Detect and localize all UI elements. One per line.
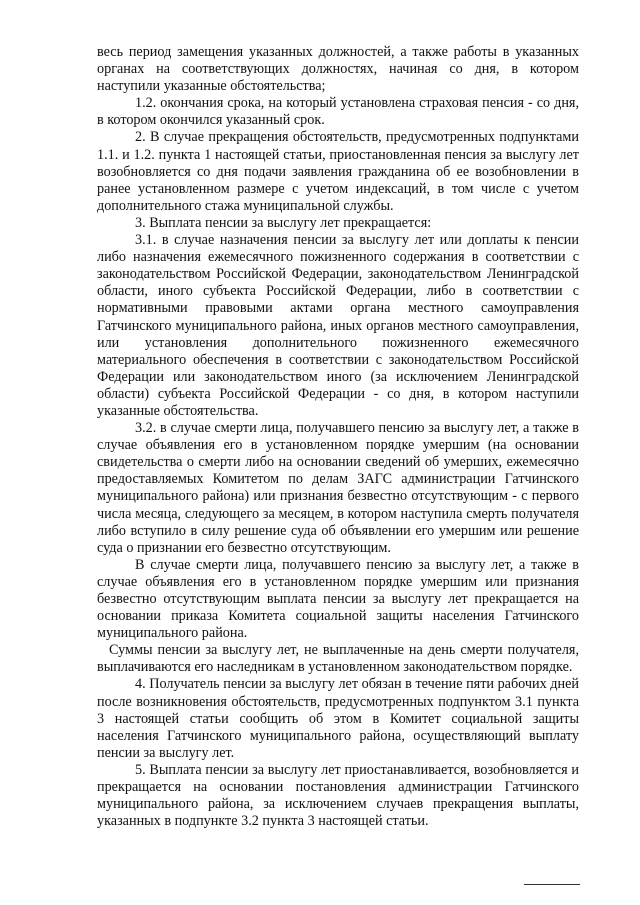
paragraph-continuation: весь период замещения указанных должностей, а также работы в указанных органах на соответствующих должностях, начиная со дня, в котором наступили указанные обстоятельства; — [97, 44, 579, 95]
document-page — [97, 44, 579, 830]
paragraph-death-case: В случае смерти лица, получавшего пенсию за выслугу лет, а также в случае объявления его в установленном порядке умершим или признания безвестно отсутствующим выплата пенсии за выслугу лет прекращается на основании приказа Комитета социальной защиты населения Гатчинского муниципального района. — [97, 556, 579, 642]
paragraph-2: 2. В случае прекращения обстоятельств, предусмотренных подпунктами 1.1. и 1.2. пункта 1 настоящей статьи, приостановленная пенсия за выслугу лет возобновляется со дня подачи заявления гражданина об ее возобновлении в ранее установленном размере с учетом индексаций, в том числе с учетом дополнительного стажа муниципальной службы. — [97, 129, 579, 214]
paragraph-sums: Суммы пенсии за выслугу лет, не выплаченные на день смерти получателя, выплачиваются его наследникам в установленном законодательством порядке. — [97, 642, 579, 676]
paragraph-1-2: 1.2. окончания срока, на который установлена страховая пенсия - со дня, в котором окончился указанный срок. — [97, 95, 579, 129]
paragraph-5: 5. Выплата пенсии за выслугу лет приостанавливается, возобновляется и прекращается на основании постановления администрации Гатчинского муниципального района, за исключением случаев прекращения выплаты, указанных в подпункте 3.2 пункта 3 настоящей статьи. — [97, 761, 579, 830]
paragraph-3-2: 3.2. в случае смерти лица, получавшего пенсию за выслугу лет, а также в случае объявления его в установленном порядке умершим (на основании свидетельства о смерти либо на основании сведений об умерших, ежемесячно предоставляемых Комитетом по делам ЗАГС администрации Гатчинского муниципального района) или признания безвестно отсутствующим - с первого числа месяца, следующего за месяцем, в котором наступила смерть получателя либо вступило в силу решение суда об объявлении его умершим или решение суда о признании его безвестно отсутствующим. — [97, 420, 579, 556]
paragraph-3: 3. Выплата пенсии за выслугу лет прекращается: — [135, 214, 432, 231]
footer-rule — [524, 884, 580, 885]
paragraph-4: 4. Получатель пенсии за выслугу лет обязан в течение пяти рабочих дней после возникновения обстоятельств, предусмотренных подпунктом 3.1 пункта 3 настоящей статьи сообщить об этом в Комитет социальной защиты населения Гатчинского муниципального района, осуществляющий выплату пенсии за выслугу лет. — [97, 676, 579, 761]
paragraph-3-1: 3.1. в случае назначения пенсии за выслугу лет или доплаты к пенсии либо назначения ежемесячного пожизненного содержания в соответствии с законодательством Российской Федерации, законодательством Ленинградской области, иного субъекта Российской Федерации, либо в соответствии с нормативными правовыми актами органа местного самоуправления Гатчинского муниципального района, иных органов местного самоуправления, или установления дополнительного пожизненного ежемесячного материального обеспечения в соответствии с законодательством Российской Федерации или законодательством иного (за исключением Ленинградской области) субъекта Российской Федерации - со дня, в котором наступили указанные обстоятельства. — [97, 232, 579, 419]
